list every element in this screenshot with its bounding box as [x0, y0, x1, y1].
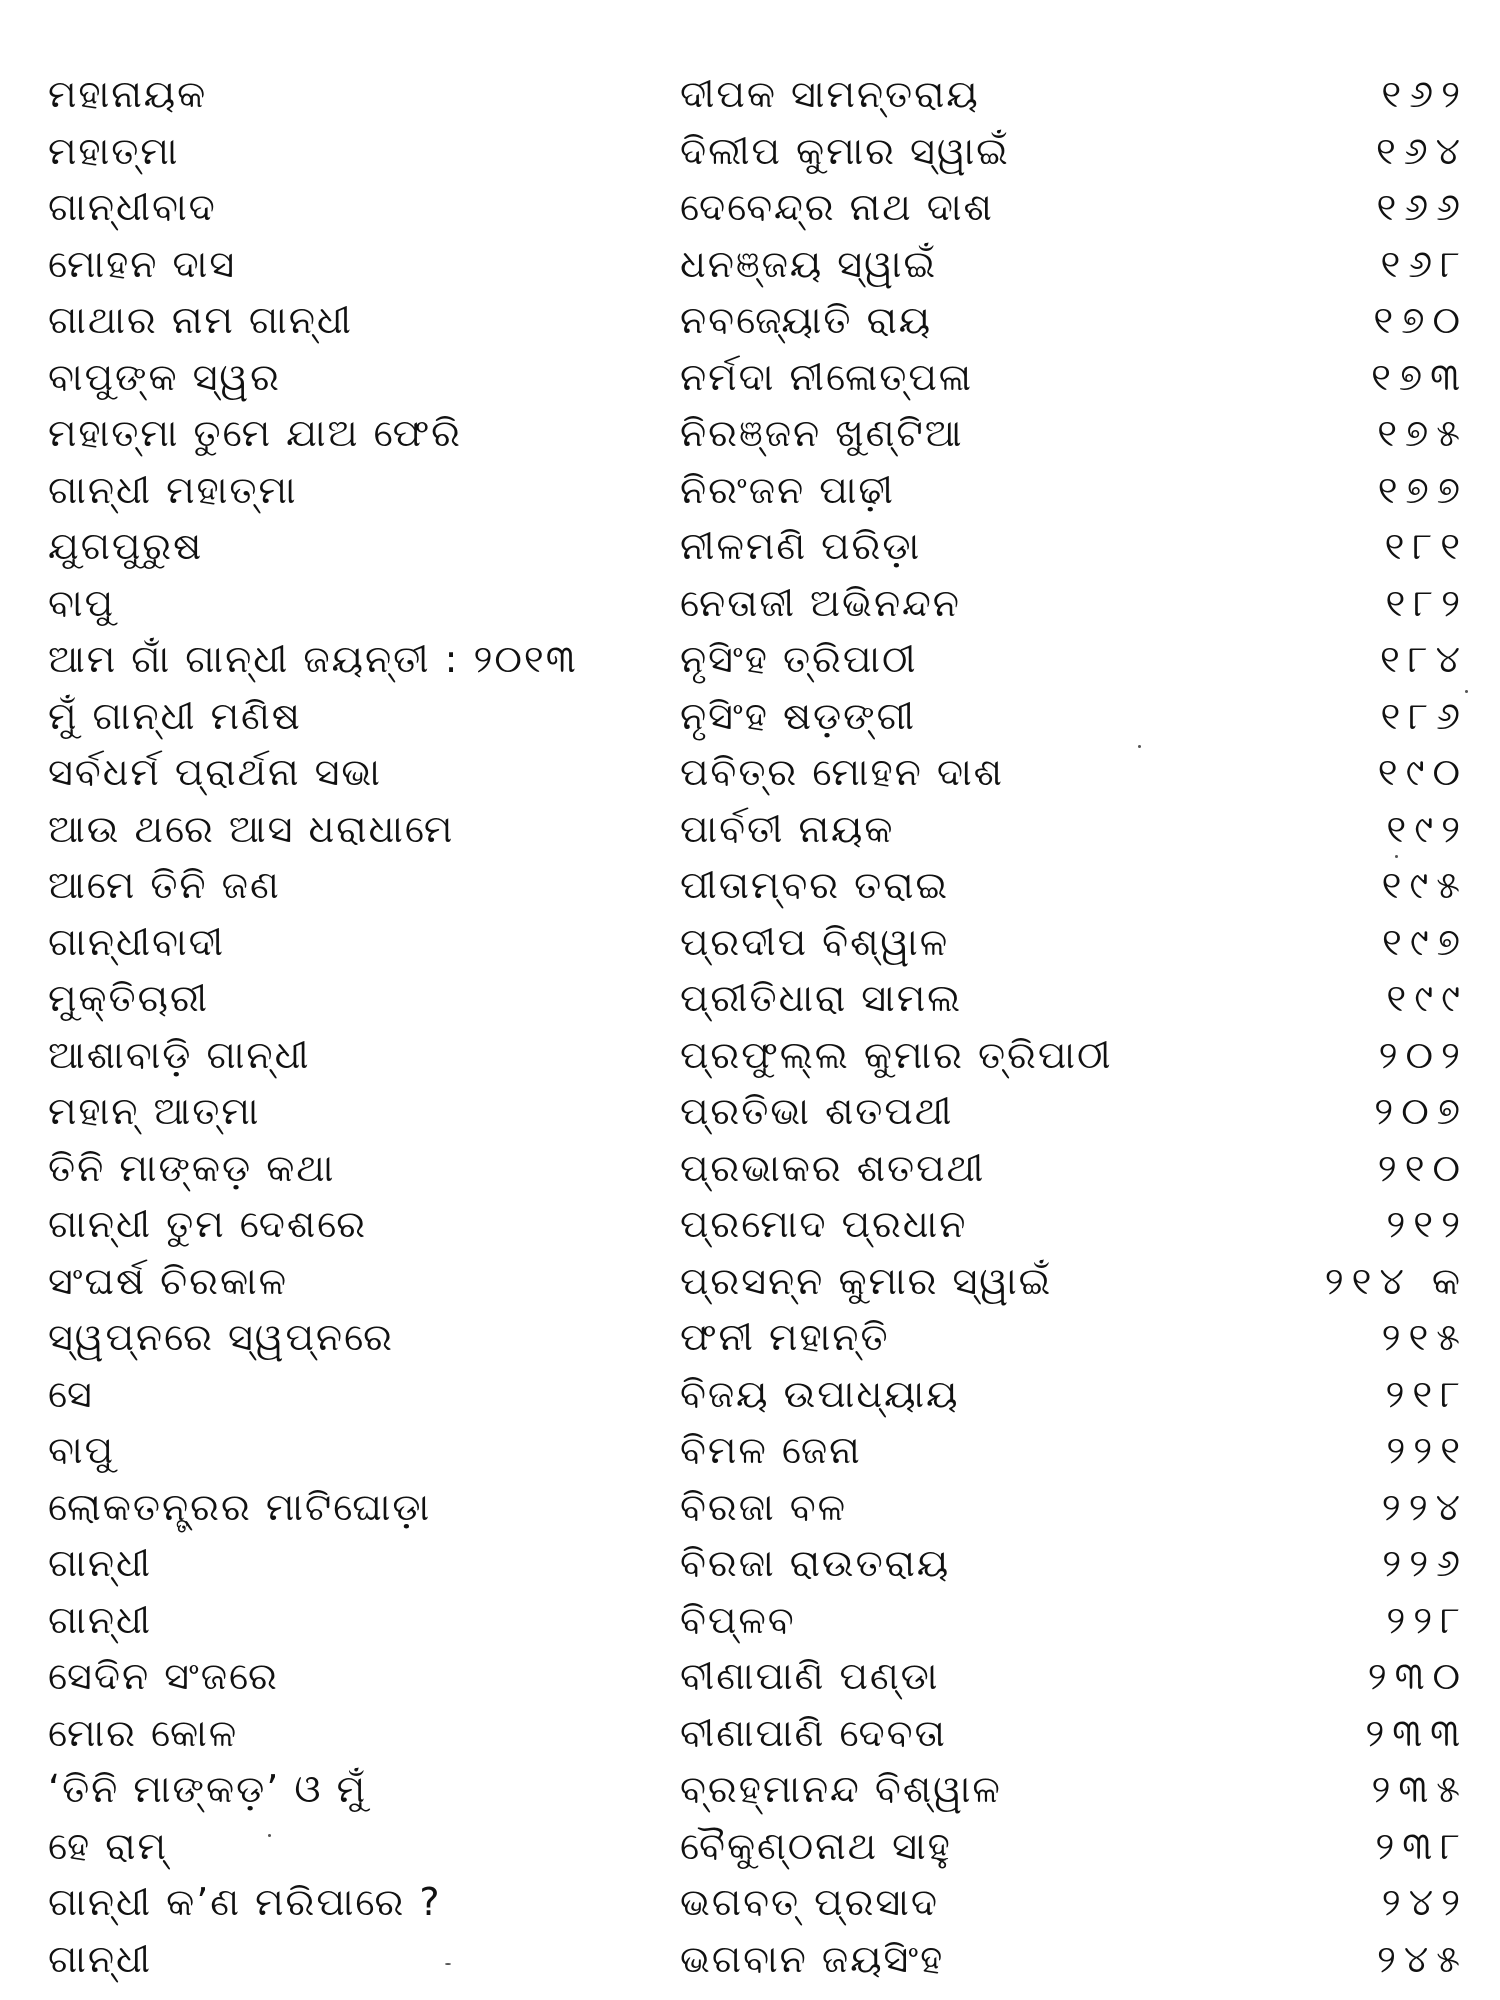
entry-author: ପ୍ରତିଭା ଶତପଥୀ: [680, 1089, 954, 1133]
entry-author: ନୃସିଂହ ତ୍ରିପାଠୀ: [680, 637, 918, 681]
entry-page-number: ୧୯୫: [1381, 863, 1468, 907]
entry-author: ବିପ୍ଳବ: [680, 1597, 796, 1642]
toc-entry: [48, 405, 1468, 462]
entry-page-number: ୧୬୪: [1375, 128, 1468, 173]
entry-title: ହେ ରାମ୍: [48, 1823, 168, 1868]
entry-page-number: ୧୬୮: [1380, 241, 1468, 286]
entry-author: ନିରଞ୍ଜନ ଖୁଣ୍ଟିଆ: [680, 411, 964, 455]
entry-author: ପ୍ରୀତିଧାରା ସାମଲ: [680, 976, 963, 1020]
entry-title: ମୁଁ ଗାନ୍ଧୀ ମଣିଷ: [48, 693, 302, 738]
entry-author: ବୀଣାପାଣି ଦେବତା: [680, 1710, 947, 1755]
toc-entry: [48, 1196, 1468, 1253]
entry-title: ଗାଥାର ନାମ ଗାନ୍ଧୀ: [48, 298, 353, 342]
entry-author: ବୈକୁଣ୍ଠନାଥ ସାହୁ: [680, 1823, 952, 1868]
entry-page-number: ୧୬୨: [1381, 72, 1468, 116]
entry-title: ସ୍ୱପ୍ନରେ ସ୍ୱପ୍ନରେ: [48, 1315, 394, 1359]
entry-title: ବାପୁ: [48, 1428, 116, 1472]
toc-entry: [48, 462, 1468, 519]
entry-title: ଗାନ୍ଧୀ ମହାତ୍ମା: [48, 467, 298, 512]
entry-title: ସର୍ବଧର୍ମ ପ୍ରାର୍ଥନା ସଭା: [48, 750, 382, 794]
entry-title: ଗାନ୍ଧୀ ତୁମ ଦେଶରେ: [48, 1202, 368, 1246]
toc-entry: [48, 1479, 1468, 1536]
entry-page-number: ୧୬୬: [1376, 185, 1468, 229]
entry-author: ଦିଲୀପ କୁମାର ସ୍ୱାଇଁ: [680, 128, 1010, 173]
entry-title: ଗାନ୍ଧୀ: [48, 1541, 153, 1585]
toc-entry: [48, 801, 1468, 858]
entry-author: ନବଜ୍ୟୋତି ରାୟ: [680, 298, 933, 342]
entry-page-number: ୨୧୨: [1386, 1202, 1468, 1246]
entry-author: ଭଗବତ୍ ପ୍ରସାଦ: [680, 1880, 939, 1924]
entry-page-number: ୧୮୨: [1385, 580, 1468, 625]
print-speck: [1395, 855, 1398, 858]
entry-author: ପ୍ରମୋଦ ପ୍ରଧାନ: [680, 1202, 968, 1246]
entry-author: ଫନୀ ମହାନ୍ତି: [680, 1315, 890, 1359]
entry-page-number: ୨୦୨: [1378, 1032, 1468, 1077]
entry-page-number: ୧୮୧: [1384, 524, 1468, 568]
toc-entry: [48, 1931, 1468, 1988]
toc-entry: [48, 744, 1468, 801]
entry-author: ବିଜୟ ଉପାଧ୍ୟାୟ: [680, 1371, 960, 1416]
entry-title: ଗାନ୍ଧୀବାଦୀ: [48, 919, 226, 964]
toc-entry: [48, 1592, 1468, 1649]
toc-entry: [48, 1874, 1468, 1931]
entry-title: ଆମ ଗାଁ ଗାନ୍ଧୀ ଜୟନ୍ତୀ : ୨୦୧୩: [48, 637, 578, 681]
entry-author: ଦେବେନ୍ଦ୍ର ନାଥ ଦାଶ: [680, 185, 994, 229]
entry-title: ବାପୁଙ୍କ ସ୍ୱର: [48, 354, 281, 399]
entry-page-number: ୨୦୭: [1374, 1089, 1468, 1133]
entry-page-number: ୨୨୧: [1386, 1428, 1468, 1472]
print-speck: [445, 1963, 451, 1965]
entry-page-number: ୨୩୦: [1367, 1654, 1468, 1698]
print-speck: [268, 1834, 271, 1837]
entry-author: ପ୍ରଫୁଲ୍ଲ କୁମାର ତ୍ରିପାଠୀ: [680, 1032, 1113, 1077]
entry-author: ପୀତାମ୍ବର ତରାଇ: [680, 863, 950, 907]
entry-page-number: ୨୨୪: [1381, 1484, 1468, 1529]
toc-entry: [48, 1366, 1468, 1423]
entry-page-number: ୧୯୯: [1386, 976, 1468, 1020]
toc-entry: [48, 1083, 1468, 1140]
entry-author: ପ୍ରଭାକର ଶତପଥୀ: [680, 1145, 986, 1190]
entry-title: ‘ତିନି ମାଙ୍କଡ଼’ ଓ ମୁଁ: [48, 1767, 368, 1811]
entry-title: ମୋର କୋଳ: [48, 1710, 239, 1755]
entry-author: ନୃସିଂହ ଷଡ଼ଙ୍ଗୀ: [680, 693, 917, 738]
entry-title: ସେଦିନ ସଂଜରେ: [48, 1654, 279, 1698]
toc-entry: [48, 914, 1468, 971]
toc-entry: [48, 1535, 1468, 1592]
toc-entry: [48, 66, 1468, 123]
entry-title: ସେ: [48, 1371, 94, 1416]
print-speck: [1465, 690, 1468, 693]
entry-page-number: ୧୭୩: [1371, 354, 1468, 399]
entry-page-number: ୧୭୭: [1377, 467, 1468, 512]
toc-entry: [48, 857, 1468, 914]
toc-entry: [48, 123, 1468, 180]
toc-entry: [48, 292, 1468, 349]
toc-entry: [48, 1422, 1468, 1479]
entry-page-number: ୨୨୮: [1386, 1597, 1468, 1642]
entry-title: ଗାନ୍ଧୀ କ’ଣ ମରିପାରେ ?: [48, 1880, 442, 1924]
toc-entry: [48, 575, 1468, 632]
entry-page-number: ୧୮୬: [1380, 693, 1468, 738]
entry-page-number: ୧୯୭: [1382, 919, 1468, 964]
entry-page-number: ୨୧୫: [1381, 1315, 1468, 1359]
entry-author: ନର୍ମଦା ନୀଳୋତ୍ପଳା: [680, 354, 974, 399]
entry-title: ଯୁଗପୁରୁଷ: [48, 524, 204, 568]
toc-entry: [48, 518, 1468, 575]
entry-page-number: ୧୭୫: [1377, 411, 1468, 455]
entry-title: ବାପୁ: [48, 580, 116, 625]
entry-title: ମୁକ୍ତିଚାରୀ: [48, 976, 209, 1020]
entry-author: ବିମଳ ଜେନା: [680, 1428, 862, 1472]
entry-title: ଆଶାବାଡ଼ି ଗାନ୍ଧୀ: [48, 1032, 311, 1077]
table-of-contents: [48, 66, 1468, 1987]
toc-entry: [48, 1253, 1468, 1310]
toc-entry: [48, 688, 1468, 745]
entry-author: ପ୍ରଦୀପ ବିଶ୍ୱାଳ: [680, 919, 950, 964]
toc-entry: [48, 1705, 1468, 1762]
entry-page-number: ୨୩୩: [1365, 1710, 1468, 1755]
entry-page-number: ୨୧୪ କ: [1324, 1258, 1468, 1303]
entry-title: ମହାନ୍ ଆତ୍ମା: [48, 1089, 261, 1133]
entry-page-number: ୨୧୮: [1385, 1371, 1468, 1416]
print-speck: [1138, 745, 1141, 748]
entry-author: ନିରଂଜନ ପାଢ଼ୀ: [680, 467, 895, 512]
entry-author: ବ୍ରହ୍ମାନନ୍ଦ ବିଶ୍ୱାଳ: [680, 1767, 1002, 1811]
toc-entry: [48, 631, 1468, 688]
entry-author: ପାର୍ବତୀ ନାୟକ: [680, 806, 895, 851]
entry-title: ମହାତ୍ମା ତୁମେ ଯାଅ ଫେରି: [48, 411, 462, 455]
toc-entry: [48, 179, 1468, 236]
entry-page-number: ୧୮୪: [1380, 637, 1468, 681]
entry-title: ଗାନ୍ଧୀବାଦ: [48, 185, 217, 229]
entry-title: ଲୋକତନ୍ତ୍ରର ମାଟିଘୋଡ଼ା: [48, 1484, 432, 1529]
entry-author: ବିରଜା ବଳ: [680, 1484, 848, 1529]
toc-entry: [48, 1761, 1468, 1818]
toc-entry: [48, 1818, 1468, 1875]
toc-entry: [48, 970, 1468, 1027]
entry-title: ତିନି ମାଙ୍କଡ଼ କଥା: [48, 1145, 336, 1190]
entry-title: ସଂଘର୍ଷ ଚିରକାଳ: [48, 1258, 289, 1303]
entry-page-number: ୨୪୨: [1381, 1880, 1468, 1924]
entry-author: ବିରଜା ରାଉତରାୟ: [680, 1541, 951, 1585]
entry-author: ପବିତ୍ର ମୋହନ ଦାଶ: [680, 750, 1004, 794]
entry-title: ଆଉ ଥରେ ଆସ ଧରାଧାମେ: [48, 806, 455, 851]
entry-page-number: ୨୪୫: [1377, 1936, 1468, 1981]
entry-title: ମହାନାୟକ: [48, 72, 208, 116]
entry-page-number: ୨୨୬: [1382, 1541, 1468, 1585]
entry-author: ନେତାଜୀ ଅଭିନନ୍ଦନ: [680, 580, 961, 625]
entry-author: ବୀଣାପାଣି ପଣ୍ଡା: [680, 1654, 940, 1698]
toc-entry: [48, 236, 1468, 293]
entry-author: ଧନଞ୍ଜୟ ସ୍ୱାଇଁ: [680, 241, 938, 286]
entry-author: ନୀଳମଣି ପରିଡ଼ା: [680, 524, 922, 568]
toc-entry: [48, 349, 1468, 406]
entry-page-number: ୨୧୦: [1377, 1145, 1468, 1190]
entry-page-number: ୧୯୦: [1377, 750, 1468, 794]
entry-author: ଭଗବାନ ଜୟସିଂହ: [680, 1936, 945, 1981]
toc-entry: [48, 1140, 1468, 1197]
entry-author: ଦୀପକ ସାମନ୍ତରାୟ: [680, 72, 980, 116]
toc-entry: [48, 1648, 1468, 1705]
entry-title: ମହାତ୍ମା: [48, 128, 180, 173]
entry-author: ପ୍ରସନ୍ନ କୁମାର ସ୍ୱାଇଁ: [680, 1258, 1053, 1303]
entry-page-number: ୨୩୮: [1375, 1823, 1468, 1868]
entry-page-number: ୨୩୫: [1371, 1767, 1468, 1811]
toc-entry: [48, 1309, 1468, 1366]
entry-title: ଗାନ୍ଧୀ: [48, 1597, 153, 1642]
entry-page-number: ୧୭୦: [1373, 298, 1468, 342]
entry-title: ମୋହନ ଦାସ: [48, 241, 237, 286]
entry-title: ଆମେ ତିନି ଜଣ: [48, 863, 281, 907]
entry-title: ଗାନ୍ଧୀ: [48, 1936, 153, 1981]
entry-page-number: ୧୯୨: [1386, 806, 1468, 851]
toc-entry: [48, 1027, 1468, 1084]
